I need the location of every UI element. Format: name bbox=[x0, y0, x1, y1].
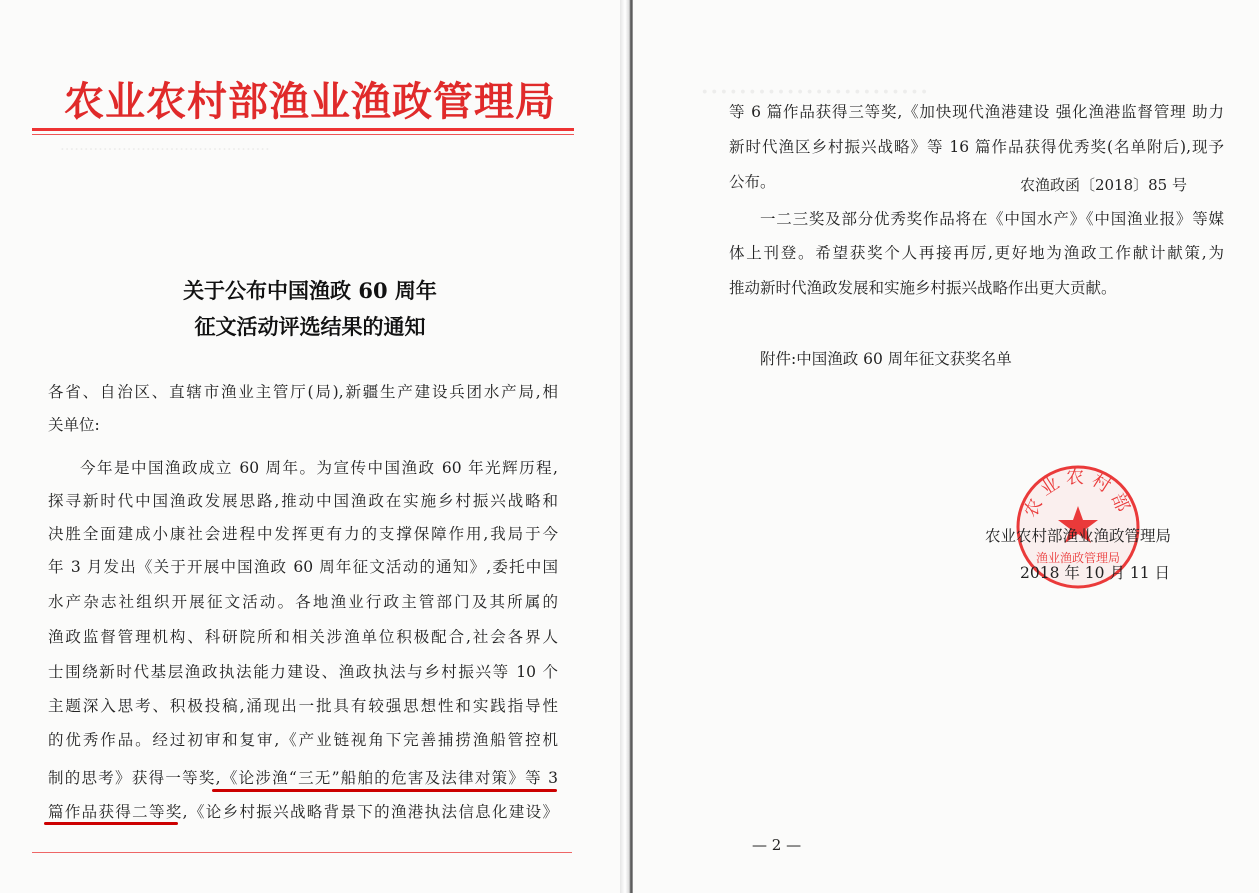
body-line: 水产杂志社组织开展征文活动。各地渔业行政主管部门及其所属的 bbox=[48, 593, 558, 611]
page-number: — 2 — bbox=[752, 836, 802, 854]
seal-arc-text: 农业农村部 bbox=[1020, 466, 1136, 521]
body-line: 推动新时代渔政发展和实施乡村振兴战略作出更大贡献。 bbox=[729, 279, 1117, 297]
seal-bottom-text: 渔业渔政管理局 bbox=[1035, 551, 1121, 565]
body-line: 主题深入思考、积极投稿,涌现出一批具有较强思想性和实践指导性 bbox=[48, 697, 558, 715]
notice-title-line1: 关于公布中国渔政 60 周年 bbox=[183, 278, 437, 303]
body-line: 篇作品获得二等奖,《论乡村振兴战略背景下的渔港执法信息化建设》 bbox=[48, 803, 558, 821]
doc-number: 农渔政函〔2018〕85 号 bbox=[1019, 176, 1187, 194]
body-line: 渔政监督管理机构、科研院所和相关涉渔单位积极配合,社会各界人 bbox=[48, 628, 558, 646]
red-underline-highlight bbox=[44, 822, 178, 825]
right-page bbox=[633, 0, 1259, 893]
body-line: 公布。 bbox=[729, 173, 776, 191]
footer-red-line bbox=[32, 852, 572, 853]
page-gutter bbox=[620, 0, 633, 893]
body-line: 关单位: bbox=[48, 416, 100, 434]
body-line: 今年是中国渔政成立 60 周年。为宣传中国渔政 60 年光辉历程, bbox=[80, 459, 558, 477]
sign-date: 2018 年 10 月 11 日 bbox=[1020, 564, 1171, 582]
body-line: 新时代渔区乡村振兴战略》等 16 篇作品获得优秀奖(名单附后),现予 bbox=[729, 138, 1224, 156]
red-underline-highlight bbox=[212, 789, 557, 792]
org-header: 农业农村部渔业渔政管理局 bbox=[64, 79, 556, 125]
body-line: 制的思考》获得一等奖,《论涉渔“三无”船舶的危害及法律对策》等 3 bbox=[48, 769, 558, 787]
body-line: 一二三奖及部分优秀奖作品将在《中国水产》《中国渔业报》等媒 bbox=[760, 210, 1224, 228]
body-line: 探寻新时代中国渔政发展思路,推动中国渔政在实施乡村振兴战略和 bbox=[48, 492, 558, 510]
body-line: 决胜全面建成小康社会进程中发挥更有力的支撑保障作用,我局于今 bbox=[48, 525, 558, 543]
bleed-through-text: ············································ bbox=[60, 140, 270, 158]
body-line: 士围绕新时代基层渔政执法能力建设、渔政执法与乡村振兴等 10 个 bbox=[48, 663, 558, 681]
bleed-through-title: ························ bbox=[700, 75, 929, 110]
body-line: 各省、自治区、直辖市渔业主管厅(局),新疆生产建设兵团水产局,相 bbox=[48, 383, 558, 401]
header-red-line-thin bbox=[32, 134, 574, 135]
body-line: 体上刊登。希望获奖个人再接再厉,更好地为渔政工作献计献策,为 bbox=[729, 244, 1224, 262]
signer: 农业农村部渔业渔政管理局 bbox=[985, 527, 1172, 545]
header-red-line bbox=[32, 128, 574, 131]
body-line: 年 3 月发出《关于开展中国渔政 60 周年征文活动的通知》,委托中国 bbox=[48, 558, 558, 576]
body-line: 的优秀作品。经过初审和复审,《产业链视角下完善捕捞渔船管控机 bbox=[48, 731, 558, 749]
body-line: 等 6 篇作品获得三等奖,《加快现代渔港建设 强化渔港监督管理 助力 bbox=[729, 103, 1224, 121]
notice-title-line2: 征文活动评选结果的通知 bbox=[194, 314, 426, 339]
attachment-line: 附件:中国渔政 60 周年征文获奖名单 bbox=[760, 350, 1012, 368]
